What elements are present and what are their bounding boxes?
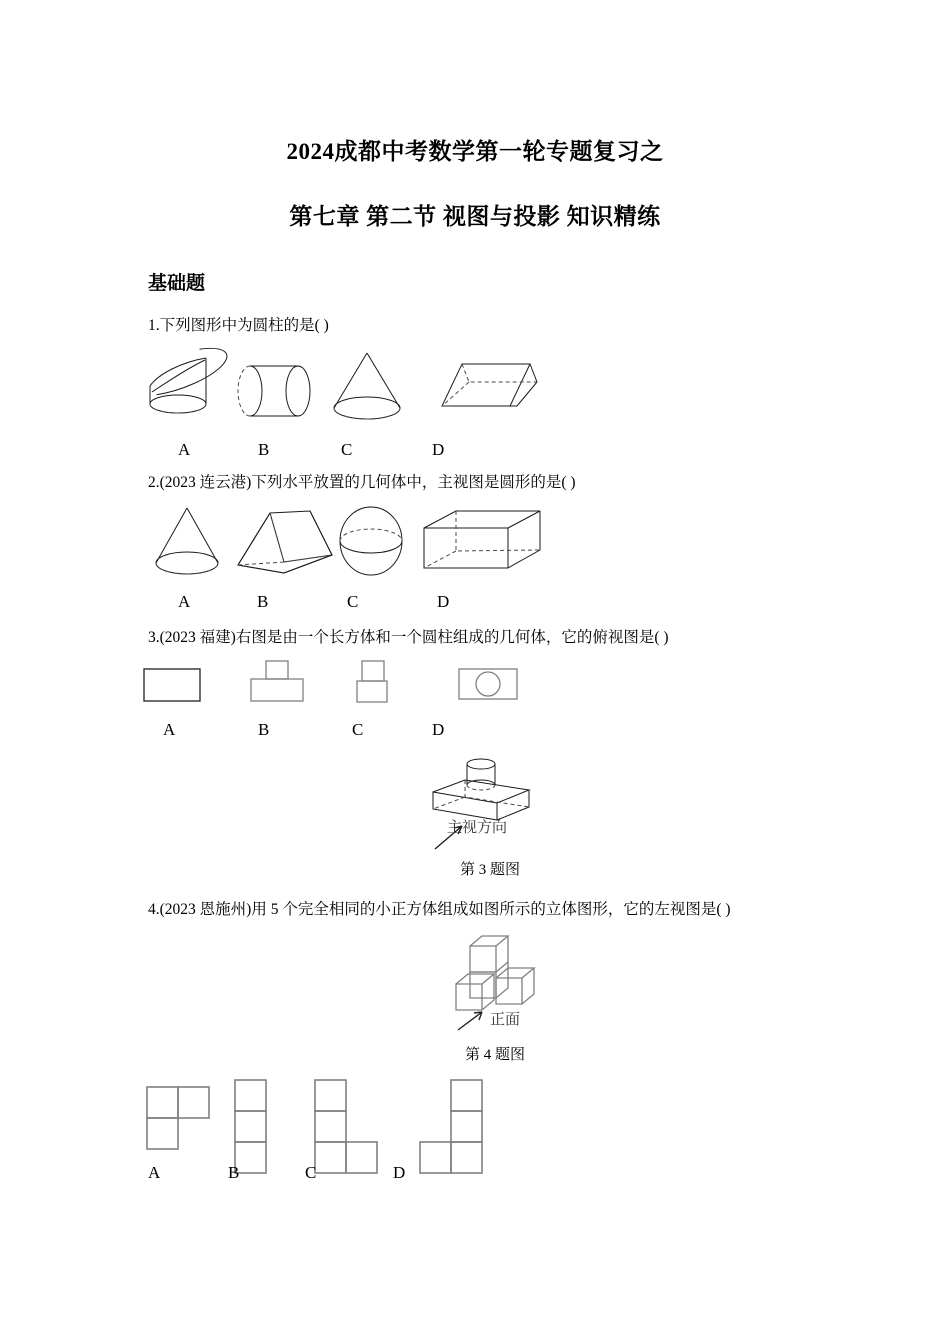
- q4-option-label-a: A: [148, 1163, 161, 1182]
- q1-option-label-d: D: [432, 440, 445, 459]
- q2-figure-d-cuboid: [420, 508, 545, 576]
- question-1-text: 1.下列图形中为圆柱的是( ): [148, 317, 329, 334]
- q1-figure-a-oblique-cut-cylinder: [148, 348, 218, 418]
- q1-option-label-a: A: [178, 440, 191, 459]
- question-4-text: 4.(2023 恩施州)用 5 个完全相同的小正方体组成如图所示的立体图形，它的左视图是( ): [148, 901, 731, 918]
- q1-figure-c-cone: [325, 350, 410, 422]
- q4-option-label-b: B: [228, 1163, 240, 1182]
- q2-option-label-d: D: [437, 592, 450, 611]
- q4-option-label-c: C: [305, 1163, 317, 1182]
- q2-option-label-c: C: [347, 592, 359, 611]
- q1-option-label-b: B: [258, 440, 270, 459]
- question-2-text: 2.(2023 连云港)下列水平放置的几何体中，主视图是圆形的是( ): [148, 474, 576, 491]
- q2-option-label-b: B: [257, 592, 269, 611]
- page-title-line-1: 2024成都中考数学第一轮专题复习之: [286, 139, 664, 164]
- q4-figure-d-grid: [418, 1078, 494, 1178]
- q3-option-label-c: C: [352, 720, 364, 739]
- question-3-text: 3.(2023 福建)右图是由一个长方体和一个圆柱组成的几何体，它的俯视图是( ): [148, 629, 669, 646]
- q2-option-label-a: A: [178, 592, 191, 611]
- q1-option-label-c: C: [341, 440, 353, 459]
- q4-figure-b-grid: [233, 1078, 278, 1178]
- q3-figure-d-rect-with-circle: [458, 666, 522, 708]
- q3-option-label-d: D: [432, 720, 445, 739]
- q4-figure-caption: 第 4 题图: [464, 1047, 525, 1063]
- q3-figure-a-rectangle: [143, 668, 203, 708]
- q2-figure-c-sphere: [332, 505, 410, 577]
- q1-figure-d-oblique-prism: [432, 360, 542, 418]
- q3-option-label-b: B: [258, 720, 270, 739]
- q4-option-label-d: D: [393, 1163, 406, 1182]
- page-title-line-2: 第七章 第二节 视图与投影 知识精练: [289, 204, 661, 229]
- section-heading-basic: 基础题: [148, 272, 206, 294]
- q4-figure-a-grid: [145, 1085, 215, 1157]
- q3-figure-caption: 第 3 题图: [459, 862, 520, 878]
- q3-figure-c-small-rect-over-rect: [352, 660, 402, 708]
- q4-direction-label: 正面: [490, 1012, 521, 1028]
- q2-figure-a-cone: [148, 505, 228, 577]
- q2-figure-b-frustum: [232, 505, 342, 577]
- q3-direction-label: 主视方向: [447, 820, 508, 836]
- q3-option-label-a: A: [163, 720, 176, 739]
- q1-figure-b-horizontal-cylinder: [235, 362, 315, 420]
- q3-figure-b-rect-with-tab: [248, 660, 308, 708]
- q4-figure-c-grid: [313, 1078, 389, 1178]
